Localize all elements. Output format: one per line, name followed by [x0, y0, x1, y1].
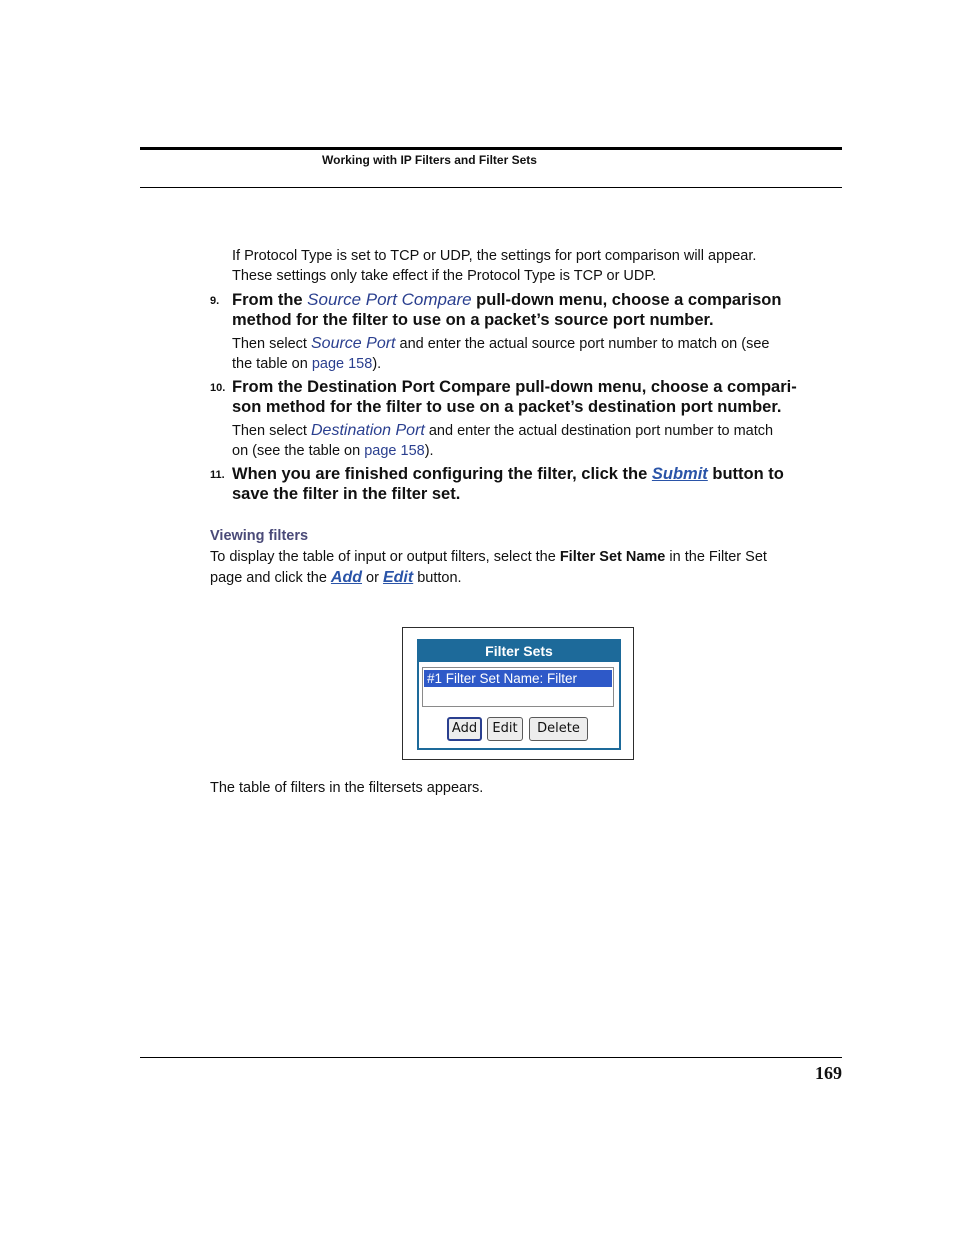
section-line2-pre: page and click the [210, 569, 331, 586]
step-11-line-2: save the filter in the filter set. [232, 485, 461, 503]
step-11-number: 11. [210, 469, 225, 481]
step-9-detail-line-1 [232, 334, 769, 355]
running-head: Working with IP Filters and Filter Sets [322, 153, 537, 167]
source-port-field-name: Source Port [311, 335, 396, 352]
step-9-post: pull-down menu, choose a comparison [471, 291, 782, 309]
figure-caption: The table of filters in the filtersets appears. [210, 780, 484, 796]
add-button[interactable]: Add [447, 717, 482, 741]
section-heading: Viewing filters [210, 528, 309, 544]
step-10-detail-post: and enter the actual destination port number to match [424, 423, 774, 439]
step-10-line-2: son method for the filter to use on a packet’s destination port number. [232, 398, 782, 416]
step-10-detail-line-2 [232, 442, 773, 462]
destination-port-field-name: Destination Port [311, 422, 425, 439]
edit-button[interactable]: Edit [487, 717, 523, 741]
step-9-detail-line2-post: ). [372, 355, 382, 372]
filter-set-name-term: Filter Set Name [559, 549, 666, 565]
header-rule-thick [140, 147, 842, 150]
page-158-link-2[interactable]: page 158 [364, 442, 425, 459]
intro-line-2: These settings only take effect if the Protocol Type is TCP or UDP. [232, 267, 657, 284]
step-11-pre: When you are finished configuring the filter, click the [232, 465, 652, 483]
intro-line-1: If Protocol Type is set to TCP or UDP, the settings for port comparison will appear. [232, 248, 757, 264]
filter-sets-title: Filter Sets [419, 641, 619, 662]
step-10-detail-pre: Then select [232, 423, 311, 439]
step-9-line-1 [232, 290, 781, 310]
header-rule-thin [140, 187, 842, 188]
step-11-instruction [232, 464, 784, 504]
step-9-detail-pre: Then select [232, 336, 311, 352]
step-9-instruction [232, 290, 781, 330]
step-9-detail [232, 334, 769, 374]
step-9-detail-line2-pre: the table on [232, 355, 312, 372]
intro-paragraph [232, 247, 756, 286]
section-line1-post: in the Filter Set [665, 549, 767, 565]
step-10-detail-line2-post: ). [424, 442, 434, 459]
section-line1-pre: To display the table of input or output filters, select the [210, 549, 560, 565]
section-line2-post: button. [413, 569, 462, 586]
step-10-line-1: From the Destination Port Compare pull-down menu, choose a compari- [232, 378, 797, 396]
section-or: or [362, 569, 383, 586]
step-9-line-2: method for the filter to use on a packet’s source port number. [232, 311, 714, 329]
source-port-compare-menu-name: Source Port Compare [307, 290, 472, 309]
step-11-line-1 [232, 464, 784, 484]
filter-sets-panel [417, 639, 621, 750]
section-paragraph [210, 548, 767, 588]
filter-sets-list[interactable] [422, 667, 614, 707]
step-10-instruction [232, 377, 797, 417]
footer-rule [140, 1057, 842, 1058]
section-line-1 [210, 548, 767, 568]
submit-button-reference: Submit [651, 465, 708, 483]
step-9-detail-post: and enter the actual source port number to match on (see [395, 336, 770, 352]
step-10-number: 10. [210, 382, 226, 394]
step-10-detail-line2-pre: on (see the table on [232, 442, 365, 459]
step-9-number: 9. [210, 295, 220, 307]
step-9-detail-line-2 [232, 355, 769, 375]
page-number: 169 [815, 1063, 842, 1083]
delete-button[interactable]: Delete [529, 717, 588, 741]
page-158-link[interactable]: page 158 [311, 355, 373, 372]
step-11-post: button to [707, 465, 784, 483]
filter-set-list-item[interactable]: #1 Filter Set Name: Filter [424, 670, 612, 687]
step-10-detail-line-1 [232, 421, 773, 442]
step-9-pre: From the [232, 291, 308, 309]
edit-button-reference: Edit [382, 568, 414, 586]
section-line-2 [210, 568, 767, 589]
filter-sets-screenshot [402, 627, 634, 760]
add-button-reference: Add [330, 568, 363, 586]
step-10-detail [232, 421, 773, 461]
